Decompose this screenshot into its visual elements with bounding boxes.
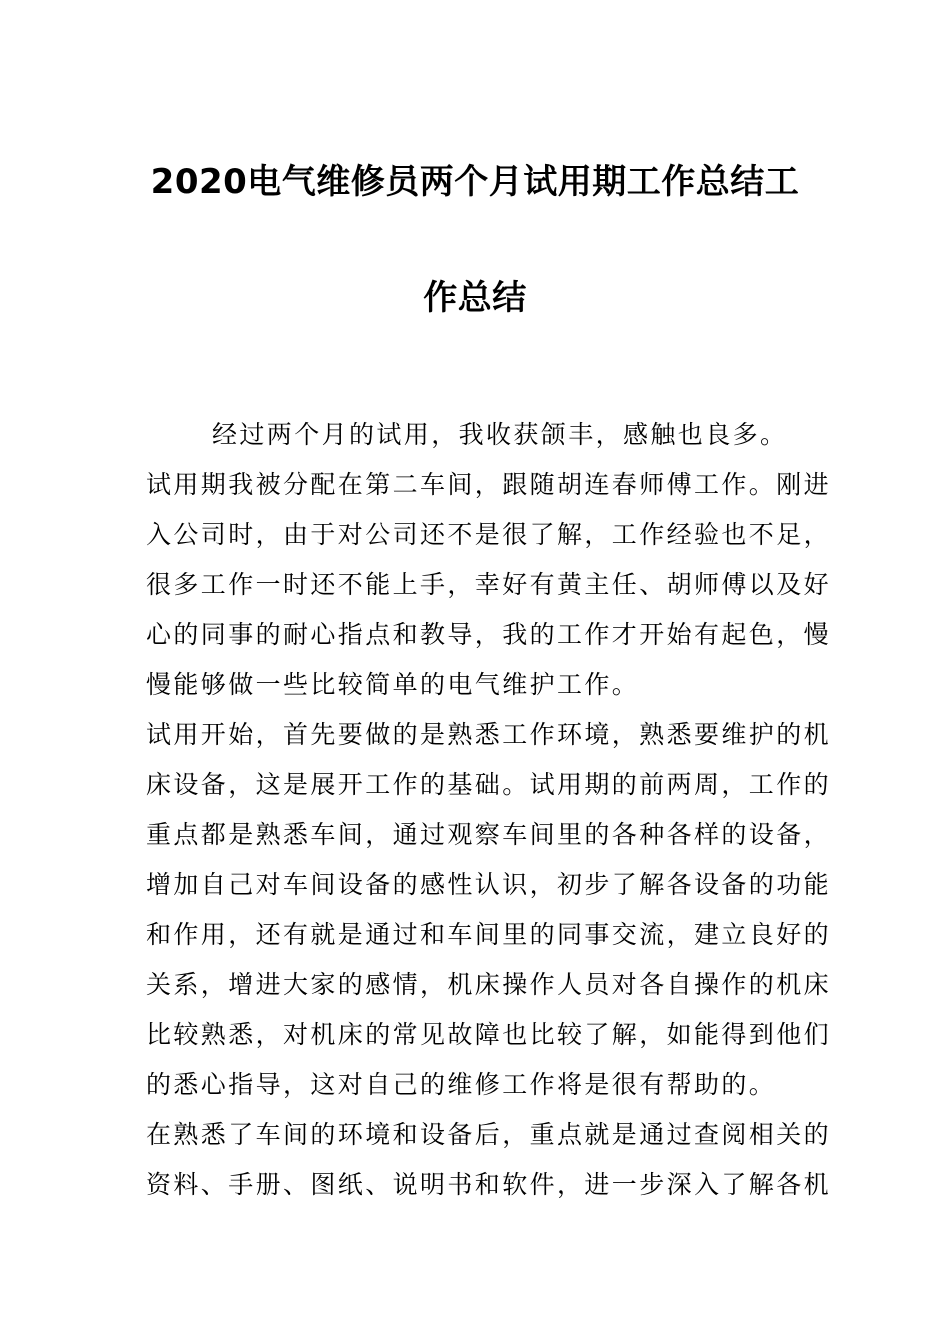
body-line: 试用期我被分配在第二车间，跟随胡连春师傅工作。刚进 xyxy=(146,470,832,499)
body-line: 比较熟悉，对机床的常见故障也比较了解，如能得到他们 xyxy=(146,1020,832,1049)
body-line: 很多工作一时还不能上手，幸好有黄主任、胡师傅以及好 xyxy=(146,570,832,599)
body-line: 在熟悉了车间的环境和设备后，重点就是通过查阅相关的 xyxy=(146,1120,832,1149)
body-line: 关系，增进大家的感情，机床操作人员对各自操作的机床 xyxy=(146,970,832,999)
body-line: 慢能够做一些比较简单的电气维护工作。 xyxy=(146,670,640,699)
body-line: 重点都是熟悉车间，通过观察车间里的各种各样的设备， xyxy=(146,820,832,849)
document-title-line-2: 作总结 xyxy=(423,278,527,318)
body-line: 资料、手册、图纸、说明书和软件，进一步深入了解各机 xyxy=(146,1170,832,1199)
document-body xyxy=(146,410,832,1210)
body-line: 试用开始，首先要做的是熟悉工作环境，熟悉要维护的机 xyxy=(146,720,832,749)
document-title-line-1: 2020电气维修员两个月试用期工作总结工 xyxy=(150,162,800,202)
body-line: 心的同事的耐心指点和教导，我的工作才开始有起色，慢 xyxy=(146,620,832,649)
body-line: 入公司时，由于对公司还不是很了解，工作经验也不足， xyxy=(146,520,832,549)
body-line: 的悉心指导，这对自己的维修工作将是很有帮助的。 xyxy=(146,1070,777,1099)
body-line: 经过两个月的试用，我收获颌丰，感触也良多。 xyxy=(212,420,788,449)
body-line: 床设备，这是展开工作的基础。试用期的前两周，工作的 xyxy=(146,770,832,799)
body-line: 增加自己对车间设备的感性认识，初步了解各设备的功能 xyxy=(146,870,832,899)
body-line: 和作用，还有就是通过和车间里的同事交流，建立良好的 xyxy=(146,920,832,949)
